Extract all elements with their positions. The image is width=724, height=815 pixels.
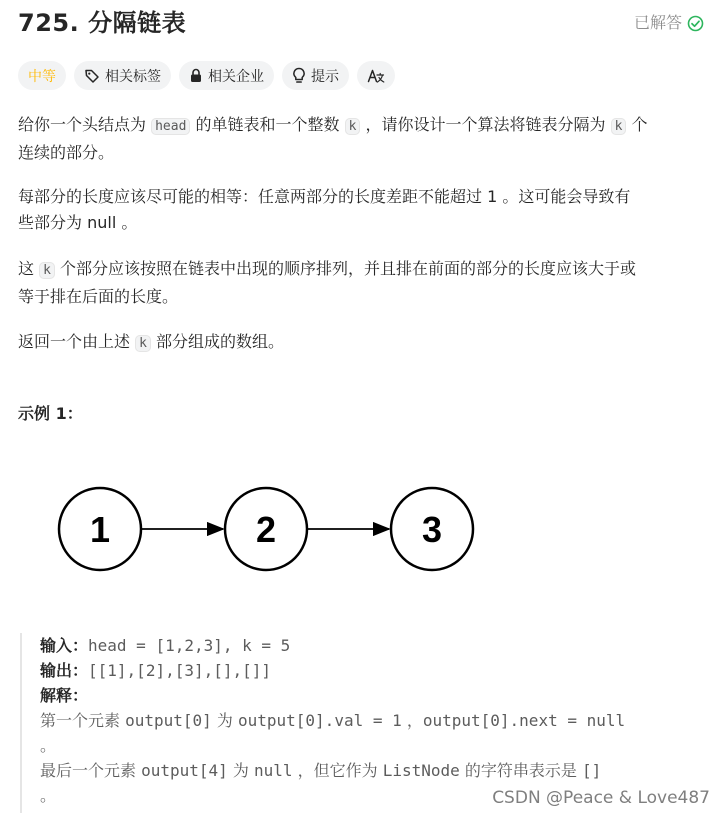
example-input (40, 633, 724, 658)
output-label: 输出： (40, 661, 89, 680)
companies-button[interactable] (179, 61, 274, 90)
input-value: head = [1,2,3], k = 5 (88, 636, 291, 655)
explanation-line-1: 第一个元素 output[0] 为 output[0].val = 1 ，output[0].next = null 。 (40, 711, 626, 755)
inline-code: k (39, 262, 55, 279)
example-explanation-label: 解释： (40, 686, 89, 705)
solved-status (634, 10, 704, 36)
related-topics-button[interactable] (74, 61, 171, 90)
inline-code: head (151, 118, 190, 135)
solved-label: 已解答 (633, 13, 682, 32)
node-value: 3 (421, 509, 443, 550)
hint-label: 提示 (311, 68, 339, 85)
example-heading: 示例 1： (18, 404, 83, 423)
hint-button[interactable] (282, 61, 349, 90)
difficulty-label: 中等 (28, 68, 56, 85)
translate-button[interactable] (357, 61, 395, 90)
companies-label: 相关企业 (208, 68, 264, 85)
lock-icon (189, 68, 203, 83)
title-row (18, 6, 704, 40)
description-paragraph-2: 每部分的长度应该尽可能的相等：任意两部分的长度差距不能超过 1 。这可能会导致有 些部分为 null 。 (18, 187, 631, 232)
tags-row (18, 61, 395, 90)
node-value: 2 (255, 509, 277, 550)
translate-icon (367, 68, 385, 84)
difficulty-badge (18, 61, 66, 90)
description-paragraph-3: 这 k 个部分应该按照在链表中出现的顺序排列，并且排在前面的部分的长度应该大于或 等于排在后面的长度。 (18, 259, 637, 306)
problem-title: 725. 分隔链表 (18, 9, 187, 37)
input-label: 输入： (40, 636, 89, 655)
related-topics-label: 相关标签 (105, 68, 161, 85)
inline-code: k (611, 118, 627, 135)
node-value: 1 (89, 509, 111, 550)
description-paragraph-4: 返回一个由上述 k 部分组成的数组。 (18, 332, 285, 351)
output-value: [[1],[2],[3],[],[]] (88, 661, 272, 680)
example-output (40, 658, 724, 683)
lightbulb-icon (292, 67, 306, 84)
description-paragraph-1: 给你一个头结点为 head 的单链表和一个整数 k ，请你设计一个算法将链表分隔为 k 个 连续的部分。 (18, 115, 648, 162)
example-block (20, 633, 724, 813)
explanation-line-2: 最后一个元素 output[4] 为 null ，但它作为 ListNode 的字符串表示是 [] 。 (40, 761, 602, 805)
check-circle-icon (687, 15, 704, 32)
inline-code: k (135, 335, 151, 352)
inline-code: k (345, 118, 361, 135)
tag-icon (84, 68, 100, 84)
linked-list-diagram (56, 484, 486, 576)
watermark: CSDN @Peace & Love487 (492, 788, 710, 808)
